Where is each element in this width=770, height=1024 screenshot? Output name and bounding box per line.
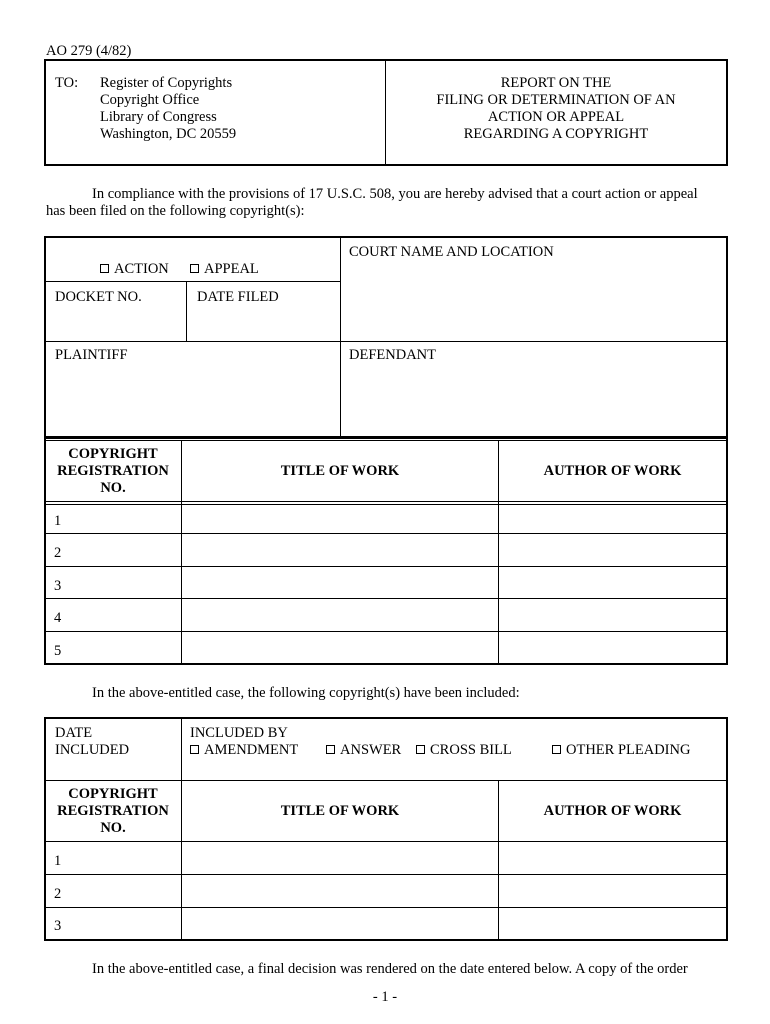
- appeal-checkbox[interactable]: [190, 261, 259, 278]
- checkbox-icon: [100, 264, 109, 273]
- docket-label: DOCKET NO.: [55, 289, 142, 305]
- intro-line-1: In compliance with the provisions of 17 U.S.C. 508, you are hereby advised that a court action or appeal: [92, 186, 698, 202]
- final-decision-text: In the above-entitled case, a final decision was rendered on the date entered below. A copy of the order: [92, 961, 688, 977]
- to-line-3: Library of Congress: [100, 109, 217, 125]
- t1-reg-header-2: REGISTRATION: [57, 463, 169, 479]
- t2-reg-header-3: NO.: [100, 820, 126, 836]
- other-pleading-checkbox[interactable]: OTHER PLEADING: [552, 742, 690, 759]
- to-label: TO:: [55, 75, 79, 91]
- to-line-4: Washington, DC 20559: [100, 126, 237, 142]
- date-included-label-1: DATE: [55, 725, 93, 741]
- table-row-number: 1: [54, 513, 62, 529]
- action-label: ACTION: [114, 261, 169, 277]
- answer-checkbox[interactable]: ANSWER: [326, 742, 401, 759]
- intro-line-2: has been filed on the following copyright(s):: [46, 203, 305, 219]
- appeal-label: APPEAL: [204, 261, 259, 277]
- to-line-1: Register of Copyrights: [100, 75, 233, 91]
- t2-title-header: TITLE OF WORK: [280, 803, 400, 819]
- report-title-2: FILING OR DETERMINATION OF AN: [436, 92, 676, 108]
- date-filed-label: DATE FILED: [197, 289, 279, 305]
- t2-reg-header-1: COPYRIGHT: [68, 786, 158, 802]
- cross-bill-checkbox[interactable]: CROSS BILL: [416, 742, 512, 759]
- action-checkbox[interactable]: [100, 261, 169, 278]
- table-row-number: 2: [54, 886, 62, 902]
- court-label: COURT NAME AND LOCATION: [349, 244, 554, 260]
- included-text: In the above-entitled case, the following copyright(s) have been included:: [92, 685, 520, 701]
- table-row-number: 4: [54, 610, 62, 626]
- t1-reg-header-3: NO.: [100, 480, 126, 496]
- table-row-number: 3: [54, 578, 62, 594]
- checkbox-icon: [190, 264, 199, 273]
- checkbox-icon: [190, 745, 199, 754]
- plaintiff-label: PLAINTIFF: [55, 347, 128, 363]
- report-title-3: ACTION OR APPEAL: [487, 109, 625, 125]
- t1-reg-header-1: COPYRIGHT: [68, 446, 158, 462]
- page-number: - 1 -: [372, 989, 398, 1005]
- checkbox-icon: [552, 745, 561, 754]
- amendment-checkbox[interactable]: AMENDMENT: [190, 742, 298, 759]
- report-title-4: REGARDING A COPYRIGHT: [463, 126, 649, 142]
- t2-reg-header-2: REGISTRATION: [57, 803, 169, 819]
- table-row-number: 5: [54, 643, 62, 659]
- t1-author-header: AUTHOR OF WORK: [543, 463, 682, 479]
- to-line-2: Copyright Office: [100, 92, 200, 108]
- t1-title-header: TITLE OF WORK: [280, 463, 400, 479]
- included-by-label: INCLUDED BY: [190, 725, 288, 741]
- table-row-number: 1: [54, 853, 62, 869]
- table-row-number: 3: [54, 918, 62, 934]
- date-included-label-2: INCLUDED: [55, 742, 130, 758]
- report-title-1: REPORT ON THE: [500, 75, 612, 91]
- defendant-label: DEFENDANT: [349, 347, 436, 363]
- checkbox-icon: [326, 745, 335, 754]
- form-id: AO 279 (4/82): [46, 43, 132, 59]
- t2-author-header: AUTHOR OF WORK: [543, 803, 682, 819]
- checkbox-icon: [416, 745, 425, 754]
- table-row-number: 2: [54, 545, 62, 561]
